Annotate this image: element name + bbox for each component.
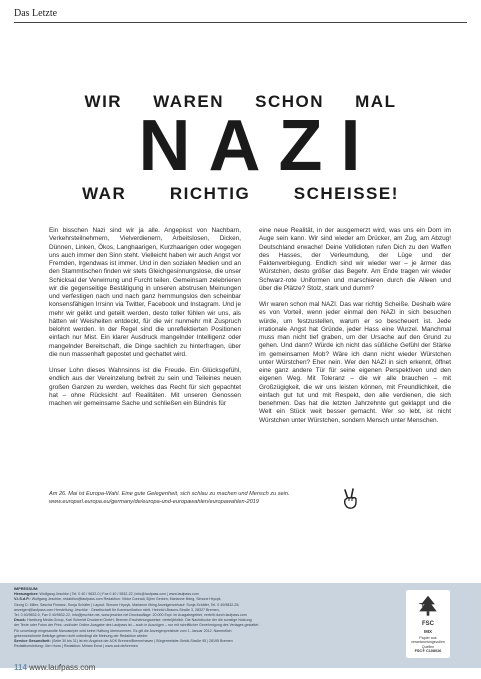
imprint-line: gekennzeichnete Beiträge geben nicht unbedingt die Meinung der Redaktion wieder. [14,633,149,638]
imprint-line: Druck: Hamburg Media Group, Karl Schmidt Druckerei GmbH, Bremen Erscheinungsweise: vierteljährlich. Die Nachdrucke der die sonstige Nutzung [14,618,252,623]
headline-top-word: WIR [84,92,123,111]
headline-big: NAZI [138,106,379,186]
imprint-text [14,587,400,649]
imprint-line: Service Gesundheit: (Seite 30 bis 31) ist ein Angebot der AOK Bremen/Bremerhaven | Bürgermeister-Smidt-Straße 95 | 28195 Bremen [14,639,233,644]
article-column-left [49,227,241,416]
page-footer [14,663,95,672]
fsc-tree-icon [406,594,450,620]
article-paragraph: Ein bisschen Nazi sind wir ja alle. Angepisst von Nachbarn, Verkehrsteilnehmern, Vielverdienern, Arbeitslosen, Dicken, Dünnen, Linken, Ökos, Langhaarigen, Kurzhaarigen oder wogegen uns auch immer den Sinn steht. Vielleicht haben wir auch Angst vor Fremden, Irgendwas ist immer. Und in den sozialen Medien und an den Stammtischen finden wir stets Gleichgesinnungslose, die unser Schicksal der Verwirrung und Furcht teilen. Gemeinsam zelebrieren wir die gegenseitige Bestätigung in unseren abstrusen Meinungen und verfestigen nach und nach ganz hemmungslos den scheinbar konsensfähigen Irrsinn via Twitter, Facebook und Instagram. Und je mehr wir gelikt und geteilt werden, desto toller fühlen wir uns, als hätten wir Weisheiten entdeckt, für die wir nunmehr mit Zuspruch belohnt werden. In der Regel sind die unreflektierten Positionen einfach nur Mist. Ein klarer Ausdruck mangelnder Intelligenz oder mangelnder Bereitschaft, die Dinge sachlich zu hinterfragen, über die nun massenhaft gepostet und gechattet wird. [49,227,241,358]
fsc-mix: MIX [423,629,432,634]
fsc-code: FSC® C108026 [414,649,442,653]
page-number: 114 [14,663,27,672]
article-paragraph: eine neue Realität, in der ausgemerzt wird, was uns ein Dorn im Auge sein kann. Wir sind wieder am Drücker, am Zug, am Abzug! Deutschland erwache! Deine Vollidioten rufen Dich zu den Waffen des Hasses, der Verleumdung, der Lüge und der Faktenverbiegung. Endlich sind wir wieder wer – je ärmer das Würstchen, desto größer das Begehr. Am Ende tragen wir wieder Schwarz-rote Uniformen und marschieren durch die Alleen und über die Plätze? Stolz, stark und dumm? [259,227,451,292]
article-paragraph: Wir waren schon mal NAZI. Das war richtig Scheiße. Deshalb wäre es von Vorteil, wenn jeder einmal den NAZI in sich besuchen würde, um festzustellen, warum er so bescheuert ist. Jede irrationale Angst hat Gründe, jeder Hass eine Wurzel. Manchmal muss man nicht tief graben, um der Ursache auf den Grund zu gehen. Und dann? Würde ich nicht das süßliche Gefühl der Stärke im gemeinsamen Mob? Wäre ich dann nicht wieder Würstchen unter Würstchen? Eher nein. Wer den NAZI in sich erkennt, öffnet eine ganz andere Tür für seine eigenen Perspektiven und den eigenen Weg. Mit Toleranz – die wir alle brauchen – mit Großzügigkeit, die wir uns leisten können, mit Freundlichkeit, die einfach gut tut und mit Respekt, den alle verdienen, die sich benehmen. Das hat die letzten Jahrzehnte gut geklappt und die Welt ein Stück weit besser gemacht. Wer so lebt, ist nicht Würstchen unter Würstchen, sondern Mensch unter Menschen. [259,301,451,424]
article-column-right [259,227,451,433]
headline-bottom [0,184,481,204]
headline-bottom-word: RICHTIG [169,184,251,203]
headline-top-word: WAREN [153,92,224,111]
footer-url[interactable]: www.laufpass.com [29,663,96,672]
imprint-line: Redaktionsleitung: Jörn Hons | Redaktion: Miriam Ernst | www.aok.de/bremen [14,644,138,649]
headline-top-word: SCHON [255,92,325,111]
caption-text: Am 26. Mai ist Europa-Wahl. Eine gute Gelegenheit, sich schlau zu machen und Mensch zu sein. [49,491,290,497]
imprint-line: Tel. 0 40/9832-0, Fax 0 40/9832-22, info@jeschke.net, www.jeschke.net Druckauflage: 20.000 Expl. im Ausgabegebiet, verteilt durch laufpass.com [14,613,247,618]
peace-hand-icon [338,487,362,511]
top-rule [14,22,467,23]
headline-bottom-word: SCHEISSE! [293,184,399,203]
headline-top-word: MAL [355,92,397,111]
fsc-logo [406,590,450,658]
imprint-line: Georg D. Miller, Sascha Florianz, Sonja Schäfer | Layout: Simone Hrycyk, Marianne Ilbing Anzeigenverkauf: Sonja Schäfer, Tel. 0 40/9832-25; [14,602,240,607]
imprint-line: anzeigen@laufpass.com Herstellung: Jeschke · Gesellschaft für Kommunikation mbH, Heinrich-Brauns-Straße 3, 28327 Bremen, [14,607,220,612]
headline-bottom-word: WAR [82,184,127,203]
article-paragraph: Unser Lohn dieses Wahnsinns ist die Freude. Ein Glücksgefühl, endlich aus der Vereinzelung befreit zu sein und Teileines neuen großen Ganzen zu werden, welches das Recht für sich gepachtet hat – ohne Rücksicht auf Realitäten. Mit unseren Genossen machen wir gemeinsame Sache und schließen ein Bündnis für [49,367,241,407]
caption [49,490,339,506]
fsc-subtitle: Papier aus verantwortungsvollen Quellen [411,636,445,649]
caption-link[interactable]: www.europarl.europa.eu/germany/de/europa-und-europawahlen/europawahlen-2019 [49,499,259,505]
imprint-line: Herausgeber: Wolfgang Jeschke | Tel. 0 40 / 9832-0 | Fax 0 40 / 9832-22 | info@laufpass.com | www.laufpass.com [14,592,199,597]
imprint-line: IMPRESSUM: [14,587,39,591]
section-label: Das Letzte [14,8,58,19]
imprint-line: Für unverlangt eingesandte Manuskripte wird keine Haftung übernommen. Es gilt die Anzeigenpreisliste vom 1. Januar 2012. Namentlich [14,628,232,633]
imprint-line: der Texte oder Fotos der Print- und/oder Online-Ausgabe des Laufpass ist – auch in Auszügen – nur mit schriftlicher Genehmigung des Verlages gestattet. [14,623,260,628]
imprint-line: V.i.S.d.P.: Wolfgang Jeschke, redaktion@laufpass.com Redaktion: Viktor Conradi, Björn Gerken, Marianne Ilbing, Simone Hrycyk, [14,597,222,602]
fsc-label: FSC [422,621,434,627]
